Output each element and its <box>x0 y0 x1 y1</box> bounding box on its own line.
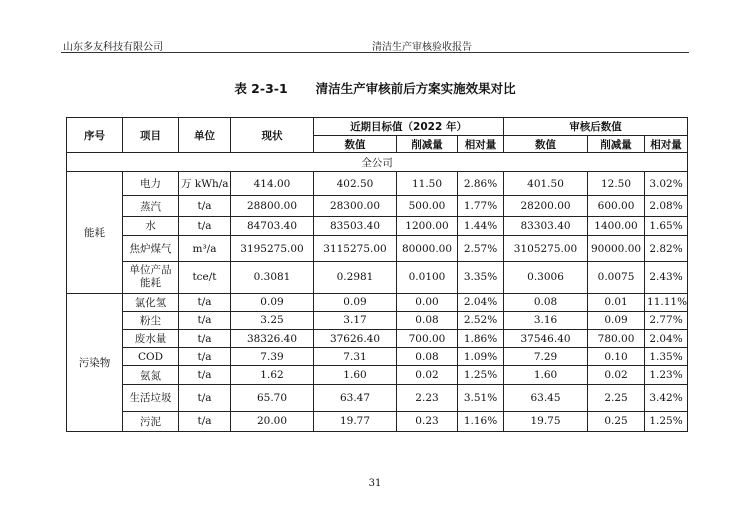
col-header-item: 项目 <box>123 118 179 153</box>
cell-audit-reduction: 0.09 <box>588 311 645 329</box>
cell-audit-value: 19.75 <box>504 411 588 432</box>
col-header-unit: 单位 <box>179 118 231 153</box>
cell-target-value: 3.17 <box>314 311 397 329</box>
cell-target-relative: 3.51% <box>458 384 504 411</box>
cell-target-reduction: 500.00 <box>397 195 458 216</box>
cell-item: 氯化氢 <box>123 293 179 311</box>
cell-target-relative: 2.57% <box>458 235 504 262</box>
cell-audit-value: 401.50 <box>504 172 588 196</box>
cell-audit-reduction: 780.00 <box>588 329 645 347</box>
cell-current: 7.39 <box>231 348 314 366</box>
table-number: 表 2-3-1 <box>234 81 288 96</box>
cell-audit-relative: 3.42% <box>645 384 688 411</box>
cell-target-value: 83503.40 <box>314 217 397 235</box>
cell-item: 电力 <box>123 172 179 196</box>
cell-unit: m³/a <box>179 235 231 262</box>
cell-audit-relative: 1.65% <box>645 217 688 235</box>
cell-item: 粉尘 <box>123 311 179 329</box>
table-row <box>67 172 688 196</box>
header-divider <box>61 52 689 53</box>
cell-audit-value: 3105275.00 <box>504 235 588 262</box>
cell-target-reduction: 0.08 <box>397 311 458 329</box>
cell-audit-value: 0.08 <box>504 293 588 311</box>
table-row <box>67 348 688 366</box>
company-row: 全公司 <box>67 153 688 172</box>
header-report-title: 清洁生产审核验收报告 <box>372 42 472 53</box>
table-row <box>67 384 688 411</box>
section-label: 污染物 <box>67 293 123 431</box>
cell-target-reduction: 1200.00 <box>397 217 458 235</box>
cell-audit-relative: 2.43% <box>645 262 688 293</box>
cell-audit-relative: 11.11% <box>645 293 688 311</box>
cell-audit-reduction: 1400.00 <box>588 217 645 235</box>
cell-item: 氨氮 <box>123 366 179 384</box>
cell-unit: 万 kWh/a <box>179 172 231 196</box>
cell-unit: tce/t <box>179 262 231 293</box>
cell-audit-relative: 2.08% <box>645 195 688 216</box>
cell-audit-relative: 2.77% <box>645 311 688 329</box>
cell-current: 1.62 <box>231 366 314 384</box>
cell-current: 65.70 <box>231 384 314 411</box>
cell-audit-value: 7.29 <box>504 348 588 366</box>
table-row <box>67 311 688 329</box>
cell-audit-reduction: 0.0075 <box>588 262 645 293</box>
cell-target-value: 37626.40 <box>314 329 397 347</box>
cell-audit-reduction: 12.50 <box>588 172 645 196</box>
cell-item: 污泥 <box>123 411 179 432</box>
cell-target-value: 28300.00 <box>314 195 397 216</box>
cell-target-reduction: 0.08 <box>397 348 458 366</box>
cell-target-reduction: 0.00 <box>397 293 458 311</box>
cell-target-relative: 1.86% <box>458 329 504 347</box>
comparison-table <box>66 117 688 432</box>
cell-target-relative: 1.09% <box>458 348 504 366</box>
header-company: 山东多友科技有限公司 <box>63 42 163 53</box>
cell-audit-reduction: 0.01 <box>588 293 645 311</box>
cell-audit-relative: 1.25% <box>645 411 688 432</box>
cell-target-value: 19.77 <box>314 411 397 432</box>
cell-target-relative: 2.04% <box>458 293 504 311</box>
cell-target-relative: 1.77% <box>458 195 504 216</box>
cell-unit: t/a <box>179 217 231 235</box>
cell-unit: t/a <box>179 411 231 432</box>
col-group-after-audit: 审核后数值 <box>504 118 688 136</box>
cell-target-reduction: 80000.00 <box>397 235 458 262</box>
cell-item: COD <box>123 348 179 366</box>
table-row <box>67 217 688 235</box>
col-header-audit-reduction: 削减量 <box>588 136 645 153</box>
cell-target-relative: 3.35% <box>458 262 504 293</box>
cell-current: 0.09 <box>231 293 314 311</box>
table-row <box>67 235 688 262</box>
cell-unit: t/a <box>179 195 231 216</box>
cell-item: 水 <box>123 217 179 235</box>
col-group-target: 近期目标值（2022 年） <box>314 118 504 136</box>
cell-current: 28800.00 <box>231 195 314 216</box>
cell-audit-relative: 1.35% <box>645 348 688 366</box>
col-header-target-relative: 相对量 <box>458 136 504 153</box>
col-header-target-reduction: 削减量 <box>397 136 458 153</box>
cell-audit-value: 0.3006 <box>504 262 588 293</box>
cell-audit-reduction: 0.25 <box>588 411 645 432</box>
cell-target-value: 0.2981 <box>314 262 397 293</box>
cell-current: 3195275.00 <box>231 235 314 262</box>
cell-target-reduction: 0.23 <box>397 411 458 432</box>
cell-unit: t/a <box>179 384 231 411</box>
cell-audit-relative: 2.82% <box>645 235 688 262</box>
cell-audit-value: 28200.00 <box>504 195 588 216</box>
cell-item: 废水量 <box>123 329 179 347</box>
cell-audit-relative: 1.23% <box>645 366 688 384</box>
cell-audit-reduction: 0.02 <box>588 366 645 384</box>
cell-target-value: 402.50 <box>314 172 397 196</box>
cell-audit-value: 83303.40 <box>504 217 588 235</box>
cell-current: 414.00 <box>231 172 314 196</box>
page-number: 31 <box>368 478 382 489</box>
cell-audit-value: 3.16 <box>504 311 588 329</box>
cell-target-value: 0.09 <box>314 293 397 311</box>
cell-item: 焦炉煤气 <box>123 235 179 262</box>
cell-audit-reduction: 90000.00 <box>588 235 645 262</box>
col-header-audit-relative: 相对量 <box>645 136 688 153</box>
cell-current: 20.00 <box>231 411 314 432</box>
cell-audit-value: 63.45 <box>504 384 588 411</box>
cell-unit: t/a <box>179 293 231 311</box>
cell-target-relative: 2.52% <box>458 311 504 329</box>
section-label: 能耗 <box>67 172 123 293</box>
cell-target-reduction: 0.0100 <box>397 262 458 293</box>
col-header-current: 现状 <box>231 118 314 153</box>
cell-audit-value: 37546.40 <box>504 329 588 347</box>
cell-item: 蒸汽 <box>123 195 179 216</box>
cell-unit: t/a <box>179 329 231 347</box>
cell-target-reduction: 700.00 <box>397 329 458 347</box>
table-row <box>67 293 688 311</box>
table-caption: 清洁生产审核前后方案实施效果对比 <box>315 81 516 96</box>
cell-current: 38326.40 <box>231 329 314 347</box>
table-row <box>67 262 688 293</box>
cell-target-value: 7.31 <box>314 348 397 366</box>
cell-item: 生活垃圾 <box>123 384 179 411</box>
cell-current: 84703.40 <box>231 217 314 235</box>
cell-audit-relative: 2.04% <box>645 329 688 347</box>
cell-audit-reduction: 0.10 <box>588 348 645 366</box>
cell-target-relative: 2.86% <box>458 172 504 196</box>
cell-target-reduction: 2.23 <box>397 384 458 411</box>
col-header-target-value: 数值 <box>314 136 397 153</box>
cell-audit-reduction: 2.25 <box>588 384 645 411</box>
col-header-audit-value: 数值 <box>504 136 588 153</box>
cell-target-relative: 1.16% <box>458 411 504 432</box>
cell-audit-reduction: 600.00 <box>588 195 645 216</box>
table-row <box>67 329 688 347</box>
cell-audit-value: 1.60 <box>504 366 588 384</box>
cell-audit-relative: 3.02% <box>645 172 688 196</box>
table-title <box>0 79 750 97</box>
cell-target-reduction: 0.02 <box>397 366 458 384</box>
cell-target-value: 1.60 <box>314 366 397 384</box>
cell-item: 单位产品能耗 <box>123 262 179 293</box>
cell-unit: t/a <box>179 366 231 384</box>
table-row <box>67 195 688 216</box>
cell-target-value: 63.47 <box>314 384 397 411</box>
cell-target-relative: 1.25% <box>458 366 504 384</box>
table-row <box>67 366 688 384</box>
cell-current: 3.25 <box>231 311 314 329</box>
cell-target-value: 3115275.00 <box>314 235 397 262</box>
cell-target-reduction: 11.50 <box>397 172 458 196</box>
cell-unit: t/a <box>179 348 231 366</box>
cell-current: 0.3081 <box>231 262 314 293</box>
col-header-seq: 序号 <box>67 118 123 153</box>
cell-target-relative: 1.44% <box>458 217 504 235</box>
table-row <box>67 411 688 432</box>
cell-unit: t/a <box>179 311 231 329</box>
